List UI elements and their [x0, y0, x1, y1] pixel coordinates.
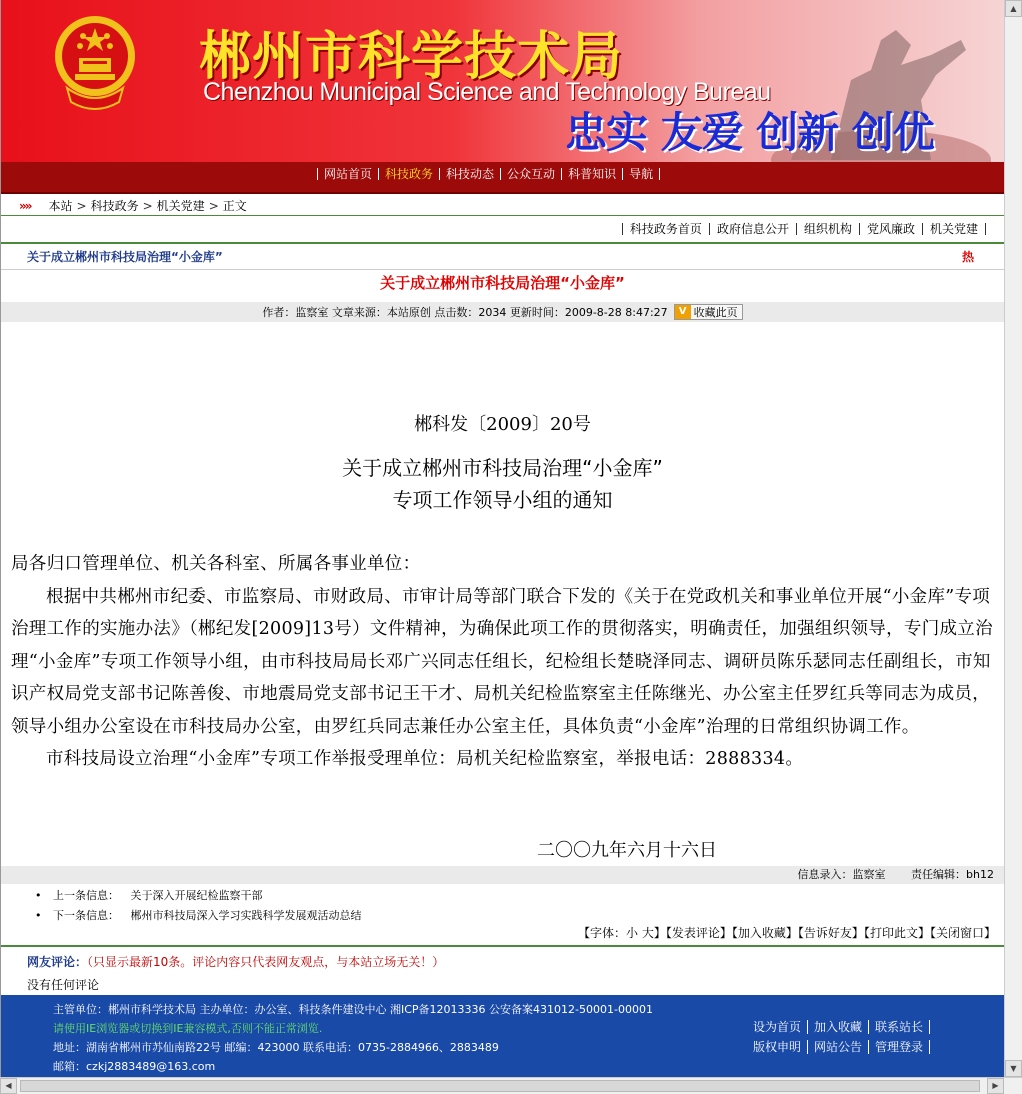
next-link[interactable]: 郴州市科技局深入学习实践科学发展观活动总结: [130, 909, 362, 922]
set-home-link[interactable]: 设为首页: [753, 1020, 808, 1034]
tools-bracket: 】【: [785, 926, 804, 940]
footer-email: 邮箱：czkj2883489@163.com: [53, 1060, 216, 1073]
subnav-org[interactable]: 组织机构: [796, 223, 859, 235]
document-title-line2: 专项工作领导小组的通知: [392, 488, 613, 512]
hot-badge: 热: [961, 250, 974, 264]
meta-text: 作者：监察室 文章来源：本站原创 点击数：2034 更新时间：2009-8-28 8:47:27: [262, 306, 668, 319]
add-fav-link[interactable]: 加入收藏: [808, 1020, 869, 1034]
breadcrumb-sep: >: [76, 198, 87, 213]
bookmark-label: 收藏此页: [693, 306, 738, 319]
tools-bracket: 】【: [719, 926, 738, 940]
close-window-button[interactable]: 关闭窗口: [935, 926, 984, 940]
scroll-up-icon[interactable]: ▲: [1005, 0, 1022, 17]
article-tools: [578, 924, 996, 941]
next-label: 下一条信息：: [53, 909, 119, 922]
prev-link[interactable]: 关于深入开展纪检监察干部: [130, 889, 263, 902]
admin-login-link[interactable]: 管理登录: [869, 1040, 930, 1054]
subnav-integrity[interactable]: 党风廉政: [859, 223, 922, 235]
nav-public[interactable]: 公众互动: [500, 168, 561, 180]
document-date: 二〇〇九年六月十六日: [537, 840, 717, 861]
breadcrumb-sep: >: [142, 198, 153, 213]
subnav-sci-gov-home[interactable]: 科技政务首页: [622, 223, 709, 235]
comment-button[interactable]: 发表评论: [671, 926, 720, 940]
article-title-short: 关于成立郴州市科技局治理“小金库”: [27, 250, 223, 264]
prev-label: 上一条信息：: [53, 889, 119, 902]
comments-header: [27, 953, 444, 970]
tools-bracket: 】【: [917, 926, 936, 940]
site-title-english: Chenzhou Municipal Science and Technology Bureau: [203, 78, 771, 106]
article-title: 关于成立郴州市科技局治理“小金库”: [380, 274, 625, 292]
contact-admin-link[interactable]: 联系站长: [869, 1020, 930, 1034]
entry-by: 信息录入：监察室: [797, 868, 886, 881]
font-small-button[interactable]: 小: [625, 926, 638, 940]
breadcrumb-home[interactable]: 本站: [48, 199, 73, 213]
nav-home[interactable]: 网站首页: [317, 168, 378, 180]
salutation: 局各归口管理单位、机关各科室、所属各事业单位：: [11, 554, 421, 574]
subnav-gov-info[interactable]: 政府信息公开: [709, 223, 796, 235]
double-arrow-icon: »»: [19, 198, 31, 213]
breadcrumb: [1, 196, 1004, 216]
footer-line1: 主管单位：郴州市科学技术局 主办单位：办公室、科技条件建设中心 湘ICP备12013336 公安备案431012-50001-00001: [53, 1003, 653, 1016]
scroll-right-icon[interactable]: ▶: [987, 1078, 1004, 1094]
document-number: 郴科发〔2009〕20号: [414, 414, 591, 435]
next-item: [35, 906, 362, 926]
scroll-thumb[interactable]: [20, 1080, 980, 1092]
prev-item: [35, 886, 362, 906]
header-banner: [1, 0, 1004, 162]
announcement-link[interactable]: 网站公告: [808, 1040, 869, 1054]
footer-links: [753, 1017, 930, 1057]
paragraph-1: 根据中共郴州市纪委、市监察局、市财政局、市审计局等部门联合下发的《关于在党政机关和事业单位开展“小金库”专项治理工作的实施办法》（郴纪发[2009]13号）文件精神，为确保此项工作的贯彻落实，明确责任，加强组织领导，专门成立治理“小金库”专项工作领导小组，由市科技局局长邓广兴同志任组长，纪检组长楚晓泽同志、调研员陈乐瑟同志任副组长，市知识产权局党支部书记陈善俊、市地震局党支部书记王干才、局机关纪检监察室主任陈继光、办公室主任罗红兵等同志为成员，领导小组办公室设在市科技局办公室，由罗红兵同志兼任办公室主任，具体负责“小金库”治理的日常组织协调工作。: [11, 586, 993, 737]
comments-note: （只显示最新10条。评论内容只代表网友观点，与本站立场无关！）: [87, 955, 445, 969]
sub-nav: [622, 220, 986, 238]
bookmark-page-button[interactable]: [674, 304, 743, 320]
breadcrumb-sep: >: [208, 198, 219, 213]
bookmark-icon: V: [675, 305, 691, 319]
scroll-down-icon[interactable]: ▼: [1005, 1060, 1022, 1077]
print-button[interactable]: 打印此文: [869, 926, 918, 940]
footer-browser-note: 请使用IE浏览器或切换到IE兼容模式,否则不能正常浏览.: [53, 1022, 323, 1035]
breadcrumb-sci-gov[interactable]: 科技政务: [90, 199, 139, 213]
slogan: 忠实 友爱 创新 创优: [565, 108, 934, 157]
breadcrumb-party[interactable]: 机关党建: [156, 199, 205, 213]
nav-popular-science[interactable]: 科普知识: [561, 168, 622, 180]
nav-sci-gov[interactable]: 科技政务: [378, 168, 439, 180]
document-title: [1, 452, 1004, 516]
vertical-scrollbar[interactable]: [1004, 0, 1022, 1077]
document-title-line1: 关于成立郴州市科技局治理“小金库”: [342, 456, 663, 480]
national-emblem-icon: [53, 8, 137, 120]
comments-title: 网友评论：: [27, 955, 88, 969]
article-title-bar: [1, 242, 1004, 270]
add-favorite-button[interactable]: 加入收藏: [737, 926, 786, 940]
article-body: [11, 548, 1001, 776]
horizontal-scrollbar[interactable]: [0, 1077, 1022, 1094]
copyright-link[interactable]: 版权申明: [753, 1040, 808, 1054]
prev-next-list: [35, 886, 362, 926]
tell-friend-button[interactable]: 告诉好友: [803, 926, 852, 940]
nav-sci-news[interactable]: 科技动态: [439, 168, 500, 180]
scroll-left-icon[interactable]: ◀: [0, 1078, 17, 1094]
tools-bracket: 】【: [653, 926, 672, 940]
main-nav: [1, 162, 1004, 194]
footer-info: [53, 1000, 653, 1076]
no-comments: 没有任何评论: [27, 978, 100, 992]
tools-bracket: 】【: [851, 926, 870, 940]
editor-bar: [1, 866, 1004, 884]
font-large-button[interactable]: 大: [641, 926, 654, 940]
article-meta: [1, 302, 1004, 322]
paragraph-2: 市科技局设立治理“小金库”专项工作举报受理单位：局机关纪检监察室，举报电话：2888334。: [46, 749, 804, 769]
footer: [1, 995, 1004, 1077]
tools-bracket: 【字体：: [577, 926, 626, 940]
editor-by: 责任编辑：bh12: [911, 868, 994, 881]
breadcrumb-current: 正文: [222, 199, 247, 213]
site-title: 郴州市科学技术局: [199, 27, 624, 87]
subnav-party[interactable]: 机关党建: [922, 223, 986, 235]
comments-section: [1, 945, 1004, 995]
nav-guide[interactable]: 导航: [622, 168, 660, 180]
tools-bracket: 】: [983, 926, 996, 940]
footer-address: 地址：湖南省郴州市苏仙南路22号 邮编：423000 联系电话：0735-2884966、2883489: [53, 1041, 499, 1054]
